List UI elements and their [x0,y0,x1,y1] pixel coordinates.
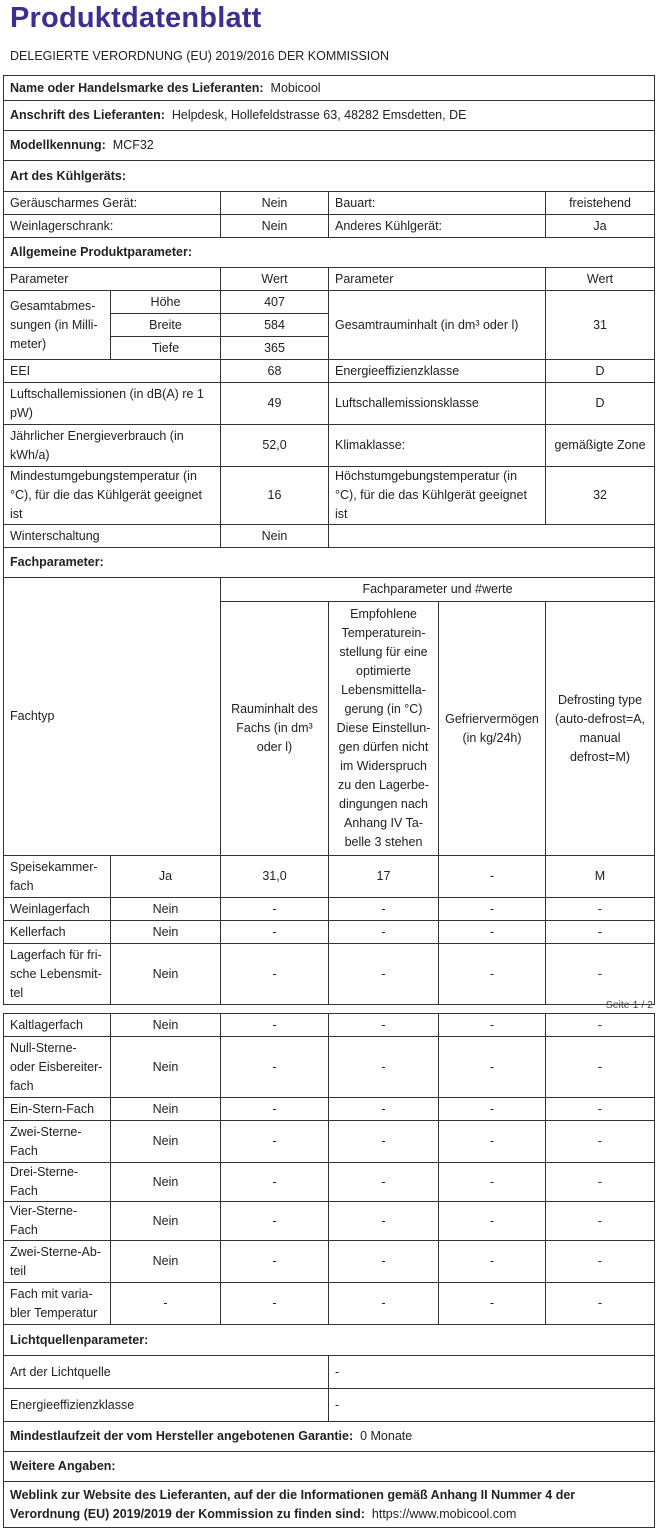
other-appliance-label: Anderes Kühlgerät: [329,215,546,238]
compartment-present: Nein [111,1241,221,1283]
compartment-row [4,1098,655,1121]
noise-row [4,383,655,425]
compartment-temp: - [329,1202,439,1241]
low-noise-label: Geräuscharmes Gerät: [4,192,221,215]
compartment-params-heading-row [4,548,655,578]
height-value: 407 [221,291,329,314]
compartment-defrost: M [546,856,655,898]
width-value: 584 [221,314,329,337]
design-type-value: freistehend [546,192,655,215]
light-source-type-row [4,1356,655,1389]
page-number: Seite 1 / 2 [605,999,653,1011]
compartment-defrost: - [546,1121,655,1163]
datasheet-table-page-2 [3,1013,655,1528]
compartment-temp: - [329,1163,439,1202]
compartment-volume: - [221,921,329,944]
compartment-defrost: - [546,1014,655,1037]
compartment-defrost: - [546,921,655,944]
light-source-heading: Lichtquellenparameter: [4,1325,655,1356]
noise-emission-value: 49 [221,383,329,425]
wine-cabinet-label: Weinlagerschrank: [4,215,221,238]
compartment-temp: - [329,898,439,921]
compartment-defrost: - [546,1098,655,1121]
compartment-temp: 17 [329,856,439,898]
further-info-row [4,1452,655,1482]
compartment-row [4,1121,655,1163]
compartment-row [4,944,655,1005]
value-header-right: Wert [546,268,655,291]
compartment-row [4,1241,655,1283]
overall-dimensions-label: Gesamtabmessungen (in Millimeter) [4,291,111,360]
compartment-name: Null-Sterne- oder Eisbereiterfach [4,1037,111,1098]
depth-value: 365 [221,337,329,360]
compartment-freeze: - [439,1283,546,1325]
compartment-present: - [111,1283,221,1325]
compartment-params-heading: Fachparameter: [4,548,655,578]
compartment-defrost: - [546,1037,655,1098]
compartment-freeze: - [439,856,546,898]
compartment-present: Nein [111,1014,221,1037]
defrosting-type-header: Defrosting type (auto-defrost=A, manual defrost=M) [546,602,655,856]
compartment-name: Kellerfach [4,921,111,944]
compartment-name: Ein-Stern-Fach [4,1098,111,1121]
compartment-temp: - [329,921,439,944]
compartment-volume: - [221,1014,329,1037]
low-noise-value: Nein [221,192,329,215]
light-source-class-row [4,1389,655,1422]
annual-energy-value: 52,0 [221,425,329,467]
compartment-present: Nein [111,921,221,944]
compartment-present: Nein [111,944,221,1005]
page-title: Produktdatenblatt [10,2,262,34]
warranty-value: 0 Monate [360,1429,413,1443]
compartment-name: Speisekammerfach [4,856,111,898]
compartment-freeze: - [439,1014,546,1037]
address-value: Helpdesk, Hollefeldstrasse 63, 48282 Emsdetten, DE [171,108,467,122]
compartment-name: Kaltlagerfach [4,1014,111,1037]
compartment-row [4,921,655,944]
supplier-label: Name oder Handelsmarke des Lieferanten: [10,80,264,95]
general-params-heading: Allgemeine Produktparameter: [4,238,655,268]
compartment-name: Zwei-Sterne-Abteil [4,1241,111,1283]
compartment-name: Zwei-Sterne-Fach [4,1121,111,1163]
compartment-values-group-header: Fachparameter und #werte [221,578,655,602]
compartment-volume: - [221,1202,329,1241]
compartment-defrost: - [546,1241,655,1283]
compartment-row [4,1163,655,1202]
energy-class-label: Energieeffizienzklasse [329,360,546,383]
compartment-present: Nein [111,1037,221,1098]
regulation-subtitle: DELEGIERTE VERORDNUNG (EU) 2019/2016 DER KOMMISSION [10,49,390,63]
light-source-class-label: Energieeffizienzklasse [4,1389,329,1422]
compartment-group-header-row [4,578,655,602]
supplier-row [4,76,655,101]
address-row [4,101,655,131]
compartment-defrost: - [546,1202,655,1241]
model-label: Modellkennung: [10,138,106,152]
compartment-temp: - [329,944,439,1005]
compartment-defrost: - [546,944,655,1005]
max-ambient-temp-label: Höchstumgebungstemperatur (in °C), für die das Kühlgerät geeignet ist [329,467,546,525]
total-volume-value: 31 [546,291,655,360]
eei-row [4,360,655,383]
datasheet-table-page-1 [3,75,655,1005]
general-params-header-row [4,268,655,291]
general-params-heading-row [4,238,655,268]
compartment-freeze: - [439,1163,546,1202]
energy-consumption-row [4,425,655,467]
compartment-volume-header: Rauminhalt des Fachs (in dm³ oder l) [221,602,329,856]
compartment-temp: - [329,1037,439,1098]
compartment-volume: - [221,1163,329,1202]
empty-cell [329,525,655,548]
compartment-temp: - [329,1121,439,1163]
wine-cabinet-value: Nein [221,215,329,238]
compartment-volume: - [221,898,329,921]
warranty-row [4,1422,655,1452]
other-appliance-value: Ja [546,215,655,238]
light-source-type-value: - [329,1356,655,1389]
design-type-label: Bauart: [329,192,546,215]
compartment-defrost: - [546,1283,655,1325]
compartment-volume: 31,0 [221,856,329,898]
annual-energy-label: Jährlicher Energieverbrauch (in kWh/a) [4,425,221,467]
warranty-label: Mindestlaufzeit der vom Hersteller angebotenen Garantie: [10,1429,354,1443]
appliance-type-heading: Art des Kühlgeräts: [4,161,655,192]
compartment-defrost: - [546,898,655,921]
model-value: MCF32 [112,138,154,152]
width-label: Breite [111,314,221,337]
noise-emission-label: Luftschallemissionen (in dB(A) re 1 pW) [4,383,221,425]
height-label: Höhe [111,291,221,314]
min-ambient-temp-label: Mindestumgebungstemperatur (in °C), für die das Kühlgerät geeignet ist [4,467,221,525]
compartment-temp: - [329,1241,439,1283]
compartment-temp: - [329,1283,439,1325]
compartment-defrost: - [546,1163,655,1202]
winter-switch-label: Winterschaltung [4,525,221,548]
value-header-left: Wert [221,268,329,291]
compartment-freeze: - [439,921,546,944]
compartment-freeze: - [439,898,546,921]
compartment-row [4,856,655,898]
compartment-row [4,1283,655,1325]
weblink-row [4,1482,655,1528]
compartment-freeze: - [439,1202,546,1241]
compartment-present: Ja [111,856,221,898]
compartment-row [4,898,655,921]
climate-class-label: Klimaklasse: [329,425,546,467]
compartment-present: Nein [111,1098,221,1121]
dimension-row-height [4,291,655,314]
compartment-name: Vier-Sterne-Fach [4,1202,111,1241]
compartment-temp: - [329,1014,439,1037]
compartment-row [4,1014,655,1037]
compartment-present: Nein [111,1121,221,1163]
further-info-heading: Weitere Angaben: [4,1452,655,1482]
address-label: Anschrift des Lieferanten: [10,108,165,122]
param-header-right: Parameter [329,268,546,291]
weblink-label: Weblink zur Website des Lieferanten, auf der die Informationen gemäß Anhang II Nummer 4 der Verordnung (EU) 2019/2019 der Kommission zu finden sind: [10,1487,576,1521]
compartment-name: Fach mit variabler Temperatur [4,1283,111,1325]
compartment-name: Weinlagerfach [4,898,111,921]
compartment-temp: - [329,1098,439,1121]
compartment-freeze: - [439,1037,546,1098]
compartment-row [4,1037,655,1098]
compartment-row [4,1202,655,1241]
eei-label: EEI [4,360,221,383]
eei-value: 68 [221,360,329,383]
depth-label: Tiefe [111,337,221,360]
recommended-temp-header: Empfohlene Temperatureinstellung für eine optimierte Lebensmittellagerung (in °C) Diese Einstellungen dürfen nicht im Widerspruch zu den Lagerbedingungen nach Anhang IV Tabelle 3 stehen [329,602,439,856]
compartment-present: Nein [111,898,221,921]
freezing-capacity-header: Gefriervermögen (in kg/24h) [439,602,546,856]
compartment-volume: - [221,1121,329,1163]
light-source-type-label: Art der Lichtquelle [4,1356,329,1389]
noise-class-value: D [546,383,655,425]
light-source-heading-row [4,1325,655,1356]
compartment-volume: - [221,1241,329,1283]
noise-class-label: Luftschallemissionsklasse [329,383,546,425]
compartment-present: Nein [111,1202,221,1241]
min-ambient-temp-value: 16 [221,467,329,525]
winter-switch-value: Nein [221,525,329,548]
compartment-volume: - [221,1098,329,1121]
compartment-freeze: - [439,1121,546,1163]
compartment-volume: - [221,1037,329,1098]
supplier-value: Mobicool [270,80,321,95]
max-ambient-temp-value: 32 [546,467,655,525]
light-source-class-value: - [329,1389,655,1422]
weblink-url[interactable]: https://www.mobicool.com [371,1506,517,1521]
compartment-freeze: - [439,944,546,1005]
total-volume-label: Gesamtrauminhalt (in dm³ oder l) [329,291,546,360]
temperature-range-row [4,467,655,525]
compartment-type-header: Fachtyp [4,578,221,856]
compartment-present: Nein [111,1163,221,1202]
energy-class-value: D [546,360,655,383]
climate-class-value: gemäßigte Zone [546,425,655,467]
compartment-volume: - [221,944,329,1005]
compartment-freeze: - [439,1098,546,1121]
model-row [4,131,655,161]
compartment-freeze: - [439,1241,546,1283]
compartment-name: Drei-Sterne-Fach [4,1163,111,1202]
appliance-type-row-2 [4,215,655,238]
appliance-type-row-1 [4,192,655,215]
param-header-left: Parameter [4,268,221,291]
winter-switch-row [4,525,655,548]
compartment-name: Lagerfach für frische Lebensmittel [4,944,111,1005]
compartment-volume: - [221,1283,329,1325]
appliance-type-heading-row [4,161,655,192]
